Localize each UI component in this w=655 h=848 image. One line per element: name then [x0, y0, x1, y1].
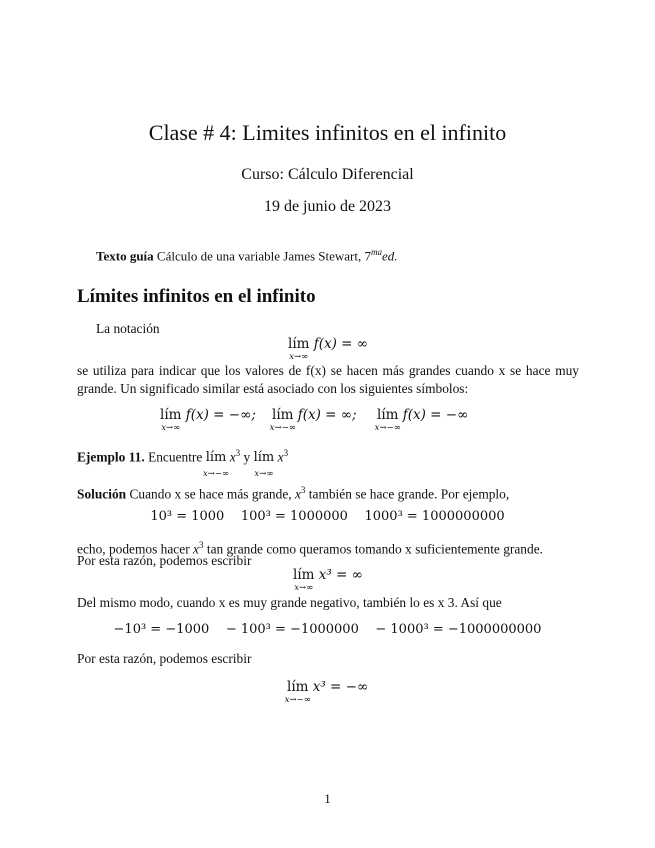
equation-limit-3: lím x→−∞ f(x) = −∞: [374, 407, 469, 433]
paragraph-write-2: Por esta razón, podemos escribir: [77, 651, 252, 666]
example-text: Encuentre: [148, 449, 203, 465]
page-number: 1: [324, 791, 331, 806]
solution-label: Solución: [77, 486, 127, 502]
powers-of-ten-row: 10³ = 1000 100³ = 1000000 1000³ = 1000000000: [150, 509, 505, 524]
equation-limit-infinity: [288, 336, 369, 362]
equation-x3-neg-infinity: lím x→−∞ x³ = −∞: [284, 679, 369, 705]
lim-subscript: x→∞: [289, 352, 309, 362]
guide-label: Texto guía: [96, 248, 154, 264]
negative-powers-row: −10³ = −1000 − 100³ = −1000000 − 1000³ = −1000000000: [113, 622, 542, 637]
example-11: Ejemplo 11. Encuentre lím x→−∞ $x^3$ y lím x→∞ $x^3$: [77, 448, 289, 480]
guide-edition: ed.: [382, 248, 398, 264]
solution-paragraph: Solución Cuando x se hace más grande, $x^3$ también se hace grande. Por ejemplo,: [77, 485, 510, 502]
page-title: Clase # 4: Limites infinitos en el infinito: [148, 120, 507, 145]
section-heading: Límites infinitos en el infinito: [77, 286, 316, 307]
lim-expression: f(x) = ∞: [313, 336, 369, 352]
equation-limit-2: lím x→−∞ f(x) = ∞;: [269, 407, 357, 433]
example-label: Ejemplo 11.: [77, 449, 145, 465]
paragraph-notation: se utiliza para indicar que los valores de f(x) se hacen más grandes cuando x se hace muy grande. Un significado similar está asociado con los siguientes símbolos:: [77, 363, 579, 396]
paragraph-negative: Del mismo modo, cuando x es muy grande negativo, también lo es x 3. Así que: [77, 595, 502, 610]
notation-intro: La notación: [96, 321, 160, 336]
course-name: Curso: Cálculo Diferencial: [241, 166, 414, 183]
equation-x3-infinity: lím x→∞ x³ = ∞: [293, 567, 363, 593]
paragraph-large-x: echo, podemos hacer $x^3$ tan grande como queramos tomando x suficientemente grande.: [77, 540, 543, 557]
guide-edition-sup: ma: [371, 247, 382, 257]
paragraph-write-1: Por esta razón, podemos escribir: [77, 553, 252, 568]
equation-limit-1: lím x→∞ f(x) = −∞;: [160, 407, 256, 433]
guide-text: [96, 247, 398, 264]
guide-book: Cálculo de una variable James Stewart, 7: [156, 248, 371, 264]
lim-operator: lím x→∞: [288, 336, 310, 362]
lecture-date: 19 de junio de 2023: [263, 198, 392, 215]
